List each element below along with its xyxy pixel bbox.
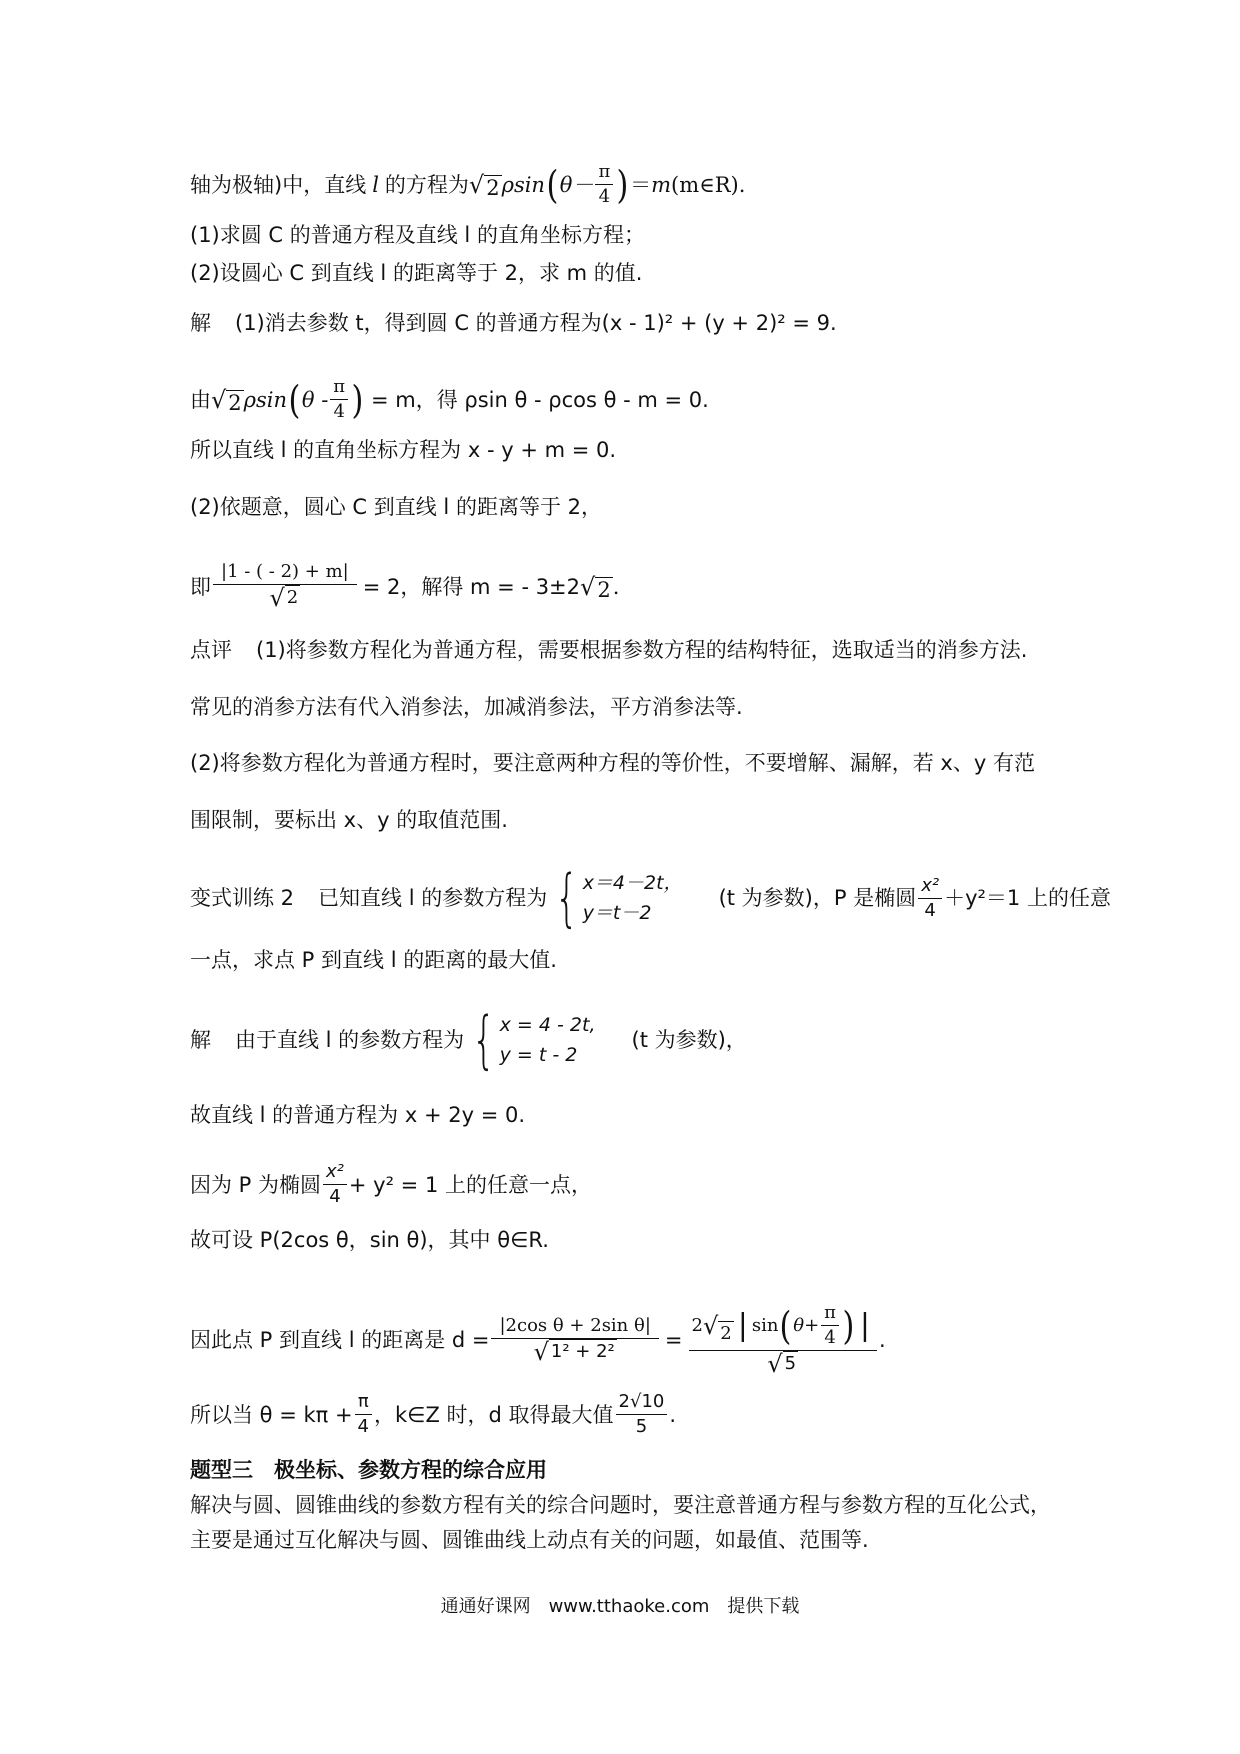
- t5-num2-b: sin: [751, 1314, 779, 1336]
- intro-text: 轴为极轴)中，直线: [190, 172, 367, 197]
- s2-prefix: 由: [190, 387, 211, 412]
- solution-label: 解: [190, 311, 211, 335]
- intro-eq-paren: (m∈R).: [671, 172, 746, 197]
- problem-intro: 轴为极轴)中，直线 l 的方程为 √ 2 ρsin ( θ－ $\frac{\pi}{4}$ ) ＝ m (m∈R).: [190, 161, 746, 207]
- t6-num: 2√10: [616, 1390, 668, 1415]
- exercise-eq1: x＝4－2t，: [582, 872, 683, 894]
- distance-fraction-3: 2 √ 2 | sin ( θ+ $\frac{\pi}{4}$ ) | √ 5: [689, 1301, 877, 1379]
- exercise-eq2: y＝t－2: [582, 902, 652, 924]
- t5-num2: 2 √ 2 | sin ( θ+ $\frac{\pi}{4}$ ) |: [689, 1301, 877, 1351]
- comment-2: 常见的消参方法有代入消参法，加减消参法，平方消参法等.: [190, 695, 743, 719]
- exercise-line-1: 变式训练 2 已知直线 l 的参数方程为 { x＝4－2t， y＝t－2 (t 为参数)，P 是椭圆 $\frac{\text{x²}}{4}$ ＋y²＝1 上的任意: [190, 861, 1111, 934]
- solution2-t1: 由于直线 l 的参数方程为: [235, 1028, 465, 1052]
- sqrt-two-2: √ 2: [211, 385, 242, 415]
- t5-num: |2cos θ + 2sin θ|: [491, 1314, 658, 1339]
- exercise-text3: ＋y²＝1 上的任意: [944, 886, 1111, 910]
- solution2-line-2: 故直线 l 的普通方程为 x + 2y = 0.: [190, 1103, 526, 1127]
- intro-eq-theta: θ－: [559, 172, 594, 197]
- intro-eq-lead: ρsin: [501, 172, 545, 197]
- solution-step-4: (2)依题意，圆心 C 到直线 l 的距离等于 2，: [190, 495, 602, 519]
- solution2-eq1: x = 4 - 2t,: [499, 1014, 596, 1036]
- solution2-t1-tail: (t 为参数)，: [631, 1028, 747, 1052]
- solution2-line-6: [190, 1390, 676, 1439]
- t5-den: 1² + 2²: [550, 1340, 615, 1362]
- comment-4: 围限制，要标出 x、y 的取值范围.: [190, 808, 508, 832]
- intro-eq-m: m: [651, 172, 672, 197]
- ellipse-fraction-2: [323, 1160, 347, 1209]
- solution-step-1: [190, 308, 837, 338]
- solution2-line-4: 故可设 P(2cos θ，sin θ)，其中 θ∈R.: [190, 1228, 549, 1252]
- exercise-line-2: 一点，求点 P 到直线 l 的距离的最大值.: [190, 948, 557, 972]
- t5-den2: 5: [784, 1353, 797, 1374]
- solution2-system: [500, 1010, 596, 1070]
- ellipse-fraction: [918, 874, 942, 923]
- t3-frac-num: x²: [323, 1160, 347, 1185]
- t3-tail: + y² = 1 上的任意一点，: [348, 1172, 592, 1197]
- exercise-frac-den: 4: [924, 899, 936, 921]
- s5-prefix: 即: [190, 574, 211, 599]
- t6-end: .: [669, 1402, 677, 1427]
- exercise-label: 变式训练 2: [190, 886, 295, 910]
- s2-tail: = m，得 ρsin θ - ρcos θ - m = 0.: [370, 387, 709, 412]
- exercise-text1: 已知直线 l 的参数方程为: [318, 886, 548, 910]
- sqrt-two: √ 2: [468, 170, 500, 200]
- solution2-eq2: y = t - 2: [499, 1044, 578, 1066]
- solution-step-2: 由 √ 2 ρsin ( θ - $\frac{\pi}{4}$ ) = m，得 ρsin θ - ρcos θ - m = 0.: [190, 376, 709, 422]
- comment-c1: (1)将参数方程化为普通方程，需要根据参数方程的结构特征，选取适当的消参方法.: [256, 638, 1028, 662]
- intro-text2: 的方程为: [384, 172, 469, 197]
- sqrt-two-3: √ 2: [580, 572, 611, 602]
- pi-over-4-2: $\frac{\pi}{4}$: [330, 375, 348, 424]
- s5-num: |1 - ( - 2) + m|: [213, 560, 357, 585]
- solution-step-5: [190, 560, 619, 613]
- s5-tail: = 2，解得 m = - 3±2: [362, 574, 581, 599]
- s2-theta: θ -: [301, 387, 329, 412]
- comment-3: (2)将参数方程化为普通方程时，要注意两种方程的等价性，不要增解、漏解，若 x、y 有范: [190, 751, 1035, 775]
- t3-frac-den: 4: [329, 1186, 341, 1207]
- solution-step-3: 所以直线 l 的直角坐标方程为 x - y + m = 0.: [190, 438, 617, 462]
- solution2-label: 解: [190, 1028, 211, 1052]
- section3-heading: 题型三 极坐标、参数方程的综合应用: [190, 1458, 547, 1482]
- max-value-fraction: [616, 1390, 668, 1439]
- intro-eq-rhs: ＝: [630, 172, 652, 197]
- pi-over-4: $\frac{\pi}{4}$: [595, 160, 613, 209]
- page-footer: 通通好课网 www.tthaoke.com 提供下载: [440, 1596, 800, 1617]
- s5-end: .: [612, 574, 620, 599]
- exercise-frac-num: x²: [918, 874, 942, 899]
- t6-prefix: 所以当 θ = kπ +: [190, 1402, 353, 1427]
- t5-num2-a: 2: [691, 1314, 703, 1336]
- solution2-line-5: 因此点 P 到直线 l 的距离是 d = |2cos θ + 2sin θ| √ 1² + 2² = 2 √ 2 | sin ( θ+ $\frac{\pi}{4}$ ) | √ 5 .: [190, 1302, 886, 1378]
- t6-den: 5: [635, 1416, 648, 1437]
- section3-p2: 主要是通过互化解决与圆、圆锥曲线上动点有关的问题，如最值、范围等.: [190, 1528, 869, 1552]
- solution2-line-1: 解 由于直线 l 的参数方程为 { x = 4 - 2t, y = t - 2 (t 为参数)，: [190, 1003, 747, 1076]
- exercise-system: [583, 868, 683, 928]
- question-2: (2)设圆心 C 到直线 l 的距离等于 2，求 m 的值.: [190, 261, 643, 285]
- comment-1: [190, 635, 1027, 665]
- solution2-line-3: [190, 1160, 592, 1209]
- distance-fraction: |1 - ( - 2) + m| √ 2: [213, 560, 357, 613]
- comment-label: 点评: [190, 638, 232, 662]
- t5-eq: =: [664, 1328, 683, 1352]
- exercise-text2: (t 为参数)，P 是椭圆: [718, 886, 917, 910]
- distance-fraction-2: |2cos θ + 2sin θ| √ 1² + 2²: [491, 1314, 658, 1367]
- solution-s1: (1)消去参数 t，得到圆 C 的普通方程为(x - 1)² + (y + 2)² = 9.: [235, 311, 837, 335]
- question-1: (1)求圆 C 的普通方程及直线 l 的直角坐标方程；: [190, 223, 645, 247]
- section3-p1: 解决与圆、圆锥曲线的参数方程有关的综合问题时，要注意普通方程与参数方程的互化公式，: [190, 1493, 1051, 1517]
- t6-mid: ，k∈Z 时，d 取得最大值: [374, 1402, 614, 1427]
- s2-mid: ρsin: [243, 387, 288, 412]
- intro-var: l: [372, 172, 379, 197]
- pi-over-4-3: $\frac{\pi}{4}$: [355, 1390, 372, 1439]
- t3-prefix: 因为 P 为椭圆: [190, 1172, 322, 1197]
- t5-prefix: 因此点 P 到直线 l 的距离是 d =: [190, 1328, 490, 1352]
